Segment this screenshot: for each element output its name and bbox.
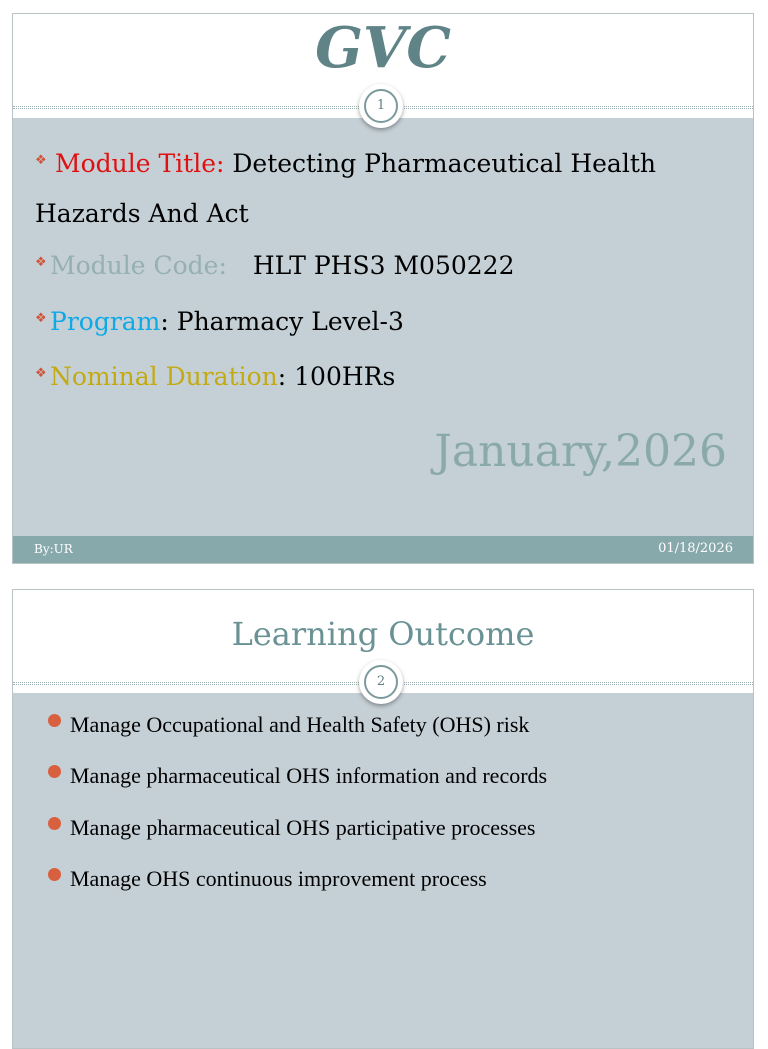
footer-date: 01/18/2026 — [658, 541, 733, 556]
slide-2 — [12, 589, 754, 1049]
module-code-value: HLT PHS3 M050222 — [252, 251, 515, 280]
slide-footer — [13, 536, 753, 563]
outcome-item — [48, 711, 529, 739]
slide-number: 2 — [364, 665, 398, 699]
diamond-bullet-icon: ❖ — [35, 153, 47, 168]
outcome-text: Manage OHS continuous improvement process — [70, 866, 487, 891]
program-line — [35, 302, 404, 339]
module-code-line — [35, 246, 514, 283]
outcome-text: Manage pharmaceutical OHS participative processes — [70, 815, 536, 840]
program-value: : Pharmacy Level-3 — [160, 307, 404, 336]
slide-number-badge — [359, 84, 403, 128]
module-title-value: Detecting Pharmaceutical Health Hazards And Act — [35, 149, 656, 228]
footer-author: By:UR — [34, 542, 73, 556]
presentation-date: January,2026 — [434, 426, 727, 477]
outcome-item — [48, 814, 535, 842]
outcome-item — [48, 865, 487, 893]
slide-1 — [12, 13, 754, 564]
diamond-bullet-icon: ❖ — [35, 366, 47, 381]
diamond-bullet-icon: ❖ — [35, 311, 47, 326]
duration-line — [35, 357, 395, 394]
slide-number-badge — [359, 660, 403, 704]
slide-title: GVC — [315, 15, 451, 81]
outcome-text: Manage Occupational and Health Safety (OHS) risk — [70, 712, 530, 737]
dot-bullet-icon — [48, 817, 61, 830]
slide-number: 1 — [364, 89, 398, 123]
outcome-text: Manage pharmaceutical OHS information and records — [70, 763, 548, 788]
slide-title: Learning Outcome — [231, 615, 535, 653]
dot-bullet-icon — [48, 868, 61, 881]
dot-bullet-icon — [48, 714, 61, 727]
duration-value: : 100HRs — [277, 362, 396, 391]
outcome-item — [48, 762, 547, 790]
dot-bullet-icon — [48, 765, 61, 778]
program-label: Program — [50, 307, 161, 336]
module-title-line — [35, 139, 735, 239]
module-title-label: Module Title: — [55, 149, 225, 178]
module-code-label: Module Code: — [50, 251, 227, 280]
diamond-bullet-icon: ❖ — [35, 255, 47, 270]
duration-label: Nominal Duration — [50, 362, 278, 391]
